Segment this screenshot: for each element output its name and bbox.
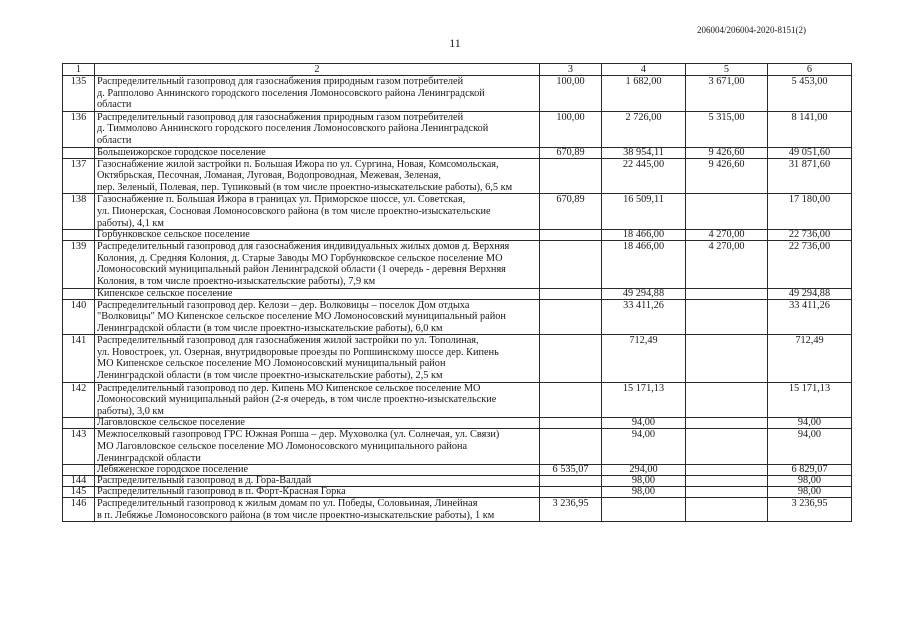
cell-col4: 18 466,00 — [602, 241, 686, 288]
row-description: Распределительный газопровод к жилым домам по ул. Победы, Соловьиная, Линейная в п. Лебяжье Ломоносовского района (в том числе проектно-изыскательские работы), 1 км — [95, 498, 540, 522]
cell-col3: 3 236,95 — [540, 498, 602, 522]
cell-col3 — [540, 288, 602, 299]
column-header: 3 — [540, 64, 602, 76]
cell-col4: 49 294,88 — [602, 288, 686, 299]
cell-col3 — [540, 418, 602, 429]
row-description: Распределительный газопровод в д. Гора-Валдай — [95, 476, 540, 487]
row-description: Межпоселковый газопровод ГРС Южная Ропша – дер. Муховолка (ул. Солнечая, ул. Связи) МО Лаговловское сельское поселение МО Ломоносовского муниципального района Ленинградской области — [95, 429, 540, 465]
column-header: 6 — [768, 64, 852, 76]
cell-col6: 5 453,00 — [768, 76, 852, 112]
row-number — [63, 147, 95, 158]
row-description: Распределительный газопровод для газоснабжения природным газом потребителей д. Рапполово Аннинского городского поселения Ломоносовского района Ленинградской области — [95, 76, 540, 112]
table-row — [63, 158, 852, 194]
cell-col4: 2 726,00 — [602, 111, 686, 147]
row-description: Распределительный газопровод для газоснабжения индивидуальных жилых домов д. Верхняя Колония, д. Средняя Колония, д. Старые Заводы МО Горбунковское сельское поселение МО Ломоносовский муниципальный район Ленинградской области (1 очередь - деревня Верхняя Колония, в том числе проектно-изыскательские работы), 7,9 км — [95, 241, 540, 288]
cell-col5 — [686, 335, 768, 382]
column-header: 2 — [95, 64, 540, 76]
cell-col6: 22 736,00 — [768, 241, 852, 288]
cell-col5: 9 426,60 — [686, 147, 768, 158]
table-subtotal-row — [63, 288, 852, 299]
cell-col6: 33 411,26 — [768, 299, 852, 335]
page-number: 11 — [449, 36, 461, 50]
cell-col5 — [686, 418, 768, 429]
row-description: Кипенское сельское поселение — [95, 288, 540, 299]
row-number: 144 — [63, 476, 95, 487]
table-header-row — [63, 64, 852, 76]
cell-col5: 5 315,00 — [686, 111, 768, 147]
table-row — [63, 335, 852, 382]
table-subtotal-row — [63, 465, 852, 476]
table-subtotal-row — [63, 147, 852, 158]
row-number: 146 — [63, 498, 95, 522]
cell-col6: 8 141,00 — [768, 111, 852, 147]
cell-col3 — [540, 335, 602, 382]
cell-col3: 6 535,07 — [540, 465, 602, 476]
table-row — [63, 194, 852, 230]
table-row — [63, 76, 852, 112]
row-description: Распределительный газопровод для газоснабжения природным газом потребителей д. Тиммолово Аннинского городского поселения Ломоносовского района Ленинградской области — [95, 111, 540, 147]
cell-col3: 670,89 — [540, 147, 602, 158]
cell-col5 — [686, 299, 768, 335]
row-description: Газоснабжение п. Большая Ижора в границах ул. Приморское шоссе, ул. Советская, ул. Пионерская, Сосновая Ломоносовского района (в том числе проектно-изыскательские работы), 4,1 км — [95, 194, 540, 230]
cell-col6: 94,00 — [768, 429, 852, 465]
cell-col3 — [540, 158, 602, 194]
row-description: Большеижорское городское поселение — [95, 147, 540, 158]
row-description: Распределительный газопровод для газоснабжения жилой застройки по ул. Тополиная, ул. Новостроек, ул. Озерная, внутридворовые проезды по Ропшинскому шоссе дер. Кипень МО Кипенское сельское поселение МО Ломоносовский муниципальный район Ленинградской области (в том числе проектно-изыскательские работы), 2,5 км — [95, 335, 540, 382]
cell-col6: 22 736,00 — [768, 230, 852, 241]
cell-col3 — [540, 299, 602, 335]
row-description: Лаговловское сельское поселение — [95, 418, 540, 429]
row-number — [63, 465, 95, 476]
cell-col4: 16 509,11 — [602, 194, 686, 230]
cell-col5 — [686, 465, 768, 476]
row-number: 141 — [63, 335, 95, 382]
table-subtotal-row — [63, 230, 852, 241]
cell-col4 — [602, 498, 686, 522]
cell-col3: 100,00 — [540, 76, 602, 112]
row-description: Распределительный газопровод по дер. Кипень МО Кипенское сельское поселение МО Ломоносовский муниципальный район (2-я очередь, в том числе проектно-изыскательские работы), 3,0 км — [95, 382, 540, 418]
cell-col5 — [686, 498, 768, 522]
cell-col4: 22 445,00 — [602, 158, 686, 194]
cell-col4: 33 411,26 — [602, 299, 686, 335]
cell-col4: 15 171,13 — [602, 382, 686, 418]
table-row — [63, 498, 852, 522]
row-number: 138 — [63, 194, 95, 230]
cell-col5 — [686, 429, 768, 465]
table-row — [63, 111, 852, 147]
row-number: 143 — [63, 429, 95, 465]
cell-col4: 98,00 — [602, 487, 686, 498]
row-description: Распределительный газопровод дер. Келози – дер. Волковицы – поселок Дом отдыха "Волковицы" МО Кипенское сельское поселение МО Ломоносовский муниципальный район Ленинградской области (в том числе проектно-изыскательские работы), 6,0 км — [95, 299, 540, 335]
column-header: 5 — [686, 64, 768, 76]
cell-col3 — [540, 241, 602, 288]
row-description: Газоснабжение жилой застройки п. Большая Ижора по ул. Сургина, Новая, Комсомольская, Октябрьская, Песочная, Ломаная, Луговая, Водопроводная, Межевая, Зеленая, пер. Зеленый, Полевая, пер. Тупиковый (в том числе проектно-изыскательские работы), 6,5 км — [95, 158, 540, 194]
row-description: Горбунковское сельское поселение — [95, 230, 540, 241]
table-body — [63, 76, 852, 522]
cell-col3 — [540, 487, 602, 498]
cell-col5 — [686, 288, 768, 299]
cell-col4: 98,00 — [602, 476, 686, 487]
row-number: 137 — [63, 158, 95, 194]
cell-col6: 15 171,13 — [768, 382, 852, 418]
table-subtotal-row — [63, 487, 852, 498]
row-number — [63, 230, 95, 241]
row-number — [63, 418, 95, 429]
row-number — [63, 288, 95, 299]
row-description: Распределительный газопровод в п. Форт-Красная Горка — [95, 487, 540, 498]
table-row — [63, 299, 852, 335]
cell-col3 — [540, 429, 602, 465]
cell-col3: 100,00 — [540, 111, 602, 147]
cell-col4: 1 682,00 — [602, 76, 686, 112]
cell-col6: 49 051,60 — [768, 147, 852, 158]
cell-col3 — [540, 382, 602, 418]
cell-col6: 31 871,60 — [768, 158, 852, 194]
table-row — [63, 241, 852, 288]
document-id: 206004/206004-2020-8151(2) — [697, 25, 806, 35]
cell-col6: 49 294,88 — [768, 288, 852, 299]
cell-col6: 6 829,07 — [768, 465, 852, 476]
data-table — [62, 63, 852, 522]
cell-col3: 670,89 — [540, 194, 602, 230]
cell-col6: 98,00 — [768, 487, 852, 498]
table-subtotal-row — [63, 476, 852, 487]
column-header: 1 — [63, 64, 95, 76]
column-header: 4 — [602, 64, 686, 76]
row-number: 142 — [63, 382, 95, 418]
cell-col6: 98,00 — [768, 476, 852, 487]
cell-col6: 94,00 — [768, 418, 852, 429]
cell-col5 — [686, 194, 768, 230]
row-number: 136 — [63, 111, 95, 147]
cell-col4: 94,00 — [602, 418, 686, 429]
cell-col4: 712,49 — [602, 335, 686, 382]
cell-col4: 38 954,11 — [602, 147, 686, 158]
table-row — [63, 429, 852, 465]
cell-col5 — [686, 476, 768, 487]
cell-col3 — [540, 476, 602, 487]
cell-col5: 4 270,00 — [686, 230, 768, 241]
row-description: Лебяженское городское поселение — [95, 465, 540, 476]
cell-col6: 17 180,00 — [768, 194, 852, 230]
cell-col5 — [686, 487, 768, 498]
table-row — [63, 382, 852, 418]
cell-col4: 18 466,00 — [602, 230, 686, 241]
row-number: 139 — [63, 241, 95, 288]
cell-col6: 712,49 — [768, 335, 852, 382]
table-subtotal-row — [63, 418, 852, 429]
cell-col5: 9 426,60 — [686, 158, 768, 194]
cell-col6: 3 236,95 — [768, 498, 852, 522]
cell-col4: 294,00 — [602, 465, 686, 476]
row-number: 135 — [63, 76, 95, 112]
row-number: 140 — [63, 299, 95, 335]
cell-col5: 4 270,00 — [686, 241, 768, 288]
cell-col3 — [540, 230, 602, 241]
cell-col5 — [686, 382, 768, 418]
row-number: 145 — [63, 487, 95, 498]
cell-col5: 3 671,00 — [686, 76, 768, 112]
cell-col4: 94,00 — [602, 429, 686, 465]
